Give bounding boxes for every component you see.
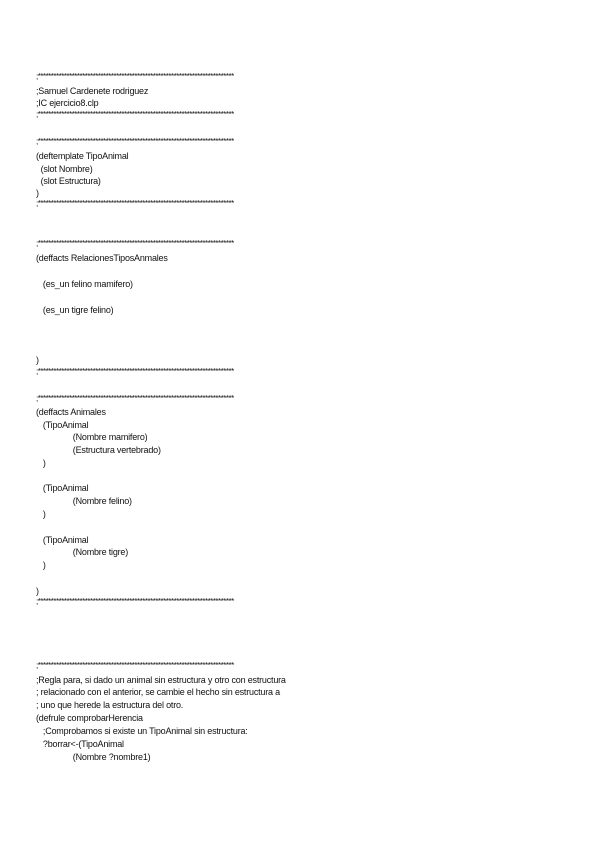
comment-separator: ;*************************************************************************** — [36, 239, 234, 248]
code-line: (Estructura vertebrado) — [36, 445, 161, 455]
comment-separator: ;*************************************************************************** — [36, 661, 234, 670]
code-line: (deffacts Animales — [36, 407, 106, 417]
code-line: ) — [36, 355, 39, 365]
code-line: (es_un tigre felino) — [36, 305, 114, 315]
code-line: (es_un felino mamifero) — [36, 279, 133, 289]
code-line: ) — [36, 188, 39, 198]
comment-separator: ;*************************************************************************** — [36, 199, 234, 208]
code-line: (slot Nombre) — [36, 164, 93, 174]
filename-comment: ;IC ejercicio8.clp — [36, 98, 99, 108]
comment-separator: ;*************************************************************************** — [36, 137, 234, 146]
code-comment: ;Comprobamos si existe un TipoAnimal sin estructura: — [36, 726, 248, 736]
rule-comment: ; uno que herede la estructura del otro. — [36, 700, 184, 710]
code-line: (defrule comprobarHerencia — [36, 713, 143, 723]
rule-comment: ; relacionado con el anterior, se cambie el hecho sin estructura a — [36, 687, 280, 697]
code-line: ) — [36, 560, 46, 570]
comment-separator: ;*************************************************************************** — [36, 367, 234, 376]
comment-separator: ;*************************************************************************** — [36, 394, 234, 403]
code-line: (Nombre felino) — [36, 496, 132, 506]
code-line: (Nombre mamifero) — [36, 432, 148, 442]
author-comment: ;Samuel Cardenete rodriguez — [36, 86, 149, 96]
code-line: ) — [36, 586, 39, 596]
rule-comment: ;Regla para, si dado un animal sin estructura y otro con estructura — [36, 675, 286, 685]
code-line: (slot Estructura) — [36, 176, 101, 186]
code-line: (TipoAnimal — [36, 483, 89, 493]
code-line: (Nombre ?nombre1) — [36, 752, 151, 762]
comment-separator: ;*************************************************************************** — [36, 72, 234, 81]
code-line: (deffacts RelacionesTiposAnmales — [36, 253, 168, 263]
code-line: (Nombre tigre) — [36, 547, 129, 557]
code-line: ?borrar<-(TipoAnimal — [36, 739, 124, 749]
comment-separator: ;*************************************************************************** — [36, 110, 234, 119]
code-line: ) — [36, 509, 46, 519]
comment-separator: ;*************************************************************************** — [36, 597, 234, 606]
code-line: ) — [36, 458, 46, 468]
code-line: (deftemplate TipoAnimal — [36, 151, 129, 161]
code-line: (TipoAnimal — [36, 420, 89, 430]
code-line: (TipoAnimal — [36, 535, 89, 545]
